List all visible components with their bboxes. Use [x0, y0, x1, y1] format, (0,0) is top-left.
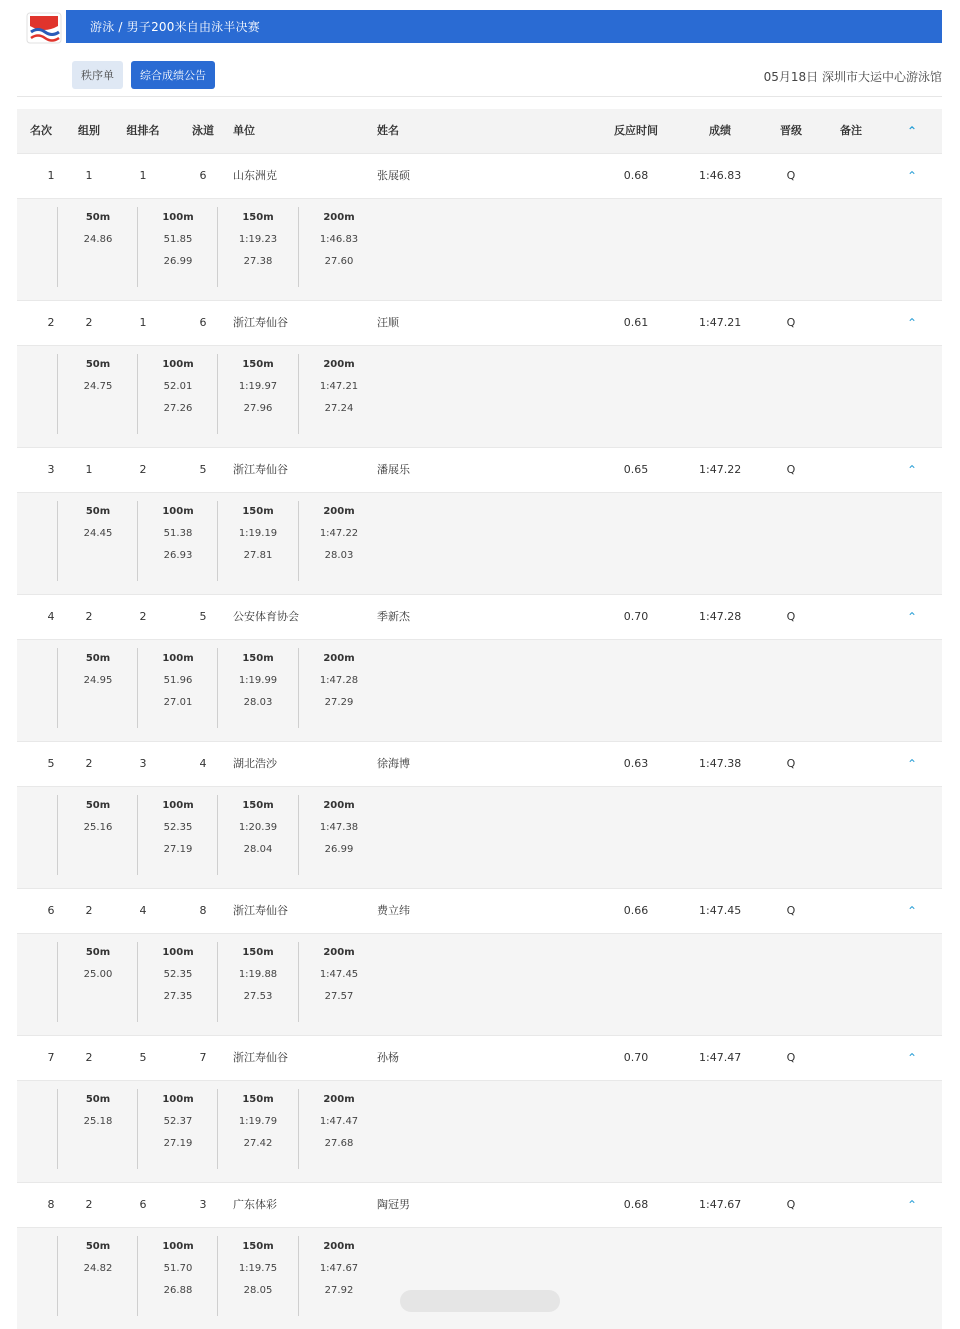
split-cumulative-time: 51.38: [163, 528, 193, 539]
split-column: [57, 648, 138, 728]
cell-group-rank: 2: [139, 463, 147, 476]
split-cumulative-time: 1:47.67: [319, 1263, 359, 1274]
split-lap-time: 27.24: [324, 403, 354, 414]
split-lap-time: [58, 1280, 138, 1302]
split-cumulative-time: 25.00: [83, 969, 113, 980]
cell-reaction: 0.68: [623, 1198, 649, 1211]
cell-name: 徐海博: [377, 757, 410, 770]
cell-lane: 3: [199, 1198, 207, 1211]
split-distance-label: 150m: [242, 1241, 274, 1252]
cell-group: 1: [85, 463, 93, 476]
cell-unit: 浙江寿仙谷: [233, 316, 288, 329]
split-cumulative-time: 1:19.23: [238, 234, 278, 245]
split-cumulative-time: 1:20.39: [238, 822, 278, 833]
cell-qualify: Q: [786, 316, 796, 329]
table-header: [17, 109, 942, 153]
collapse-icon[interactable]: ⌃: [906, 1198, 918, 1212]
split-distance-label: 50m: [85, 800, 111, 811]
split-distance-label: 100m: [162, 506, 194, 517]
split-lap-time: 26.88: [163, 1285, 193, 1296]
header-rank: 名次: [30, 124, 52, 137]
split-lap-time: 27.01: [163, 697, 193, 708]
split-cumulative-time: 52.35: [163, 822, 193, 833]
cell-unit: 湖北浩沙: [233, 757, 277, 770]
cell-name: 季新杰: [377, 610, 410, 623]
split-cumulative-time: 24.86: [83, 234, 113, 245]
cell-result: 1:47.28: [699, 610, 742, 623]
cell-rank: 3: [47, 463, 55, 476]
table-row[interactable]: [17, 1035, 942, 1080]
split-column: [137, 942, 218, 1022]
split-distance-label: 150m: [242, 653, 274, 664]
header-group: 组别: [78, 124, 100, 137]
cell-qualify: Q: [786, 904, 796, 917]
cell-result: 1:47.21: [699, 316, 742, 329]
split-cumulative-time: 1:47.38: [319, 822, 359, 833]
split-cumulative-time: 24.95: [83, 675, 113, 686]
cell-reaction: 0.68: [623, 169, 649, 182]
table-body: [17, 153, 942, 1329]
cell-reaction: 0.61: [623, 316, 649, 329]
split-lap-time: 27.53: [243, 991, 273, 1002]
split-lap-time: 27.35: [163, 991, 193, 1002]
split-lap-time: 27.26: [163, 403, 193, 414]
split-distance-label: 150m: [242, 506, 274, 517]
split-lap-time: 27.68: [324, 1138, 354, 1149]
split-column: [137, 1236, 218, 1316]
split-cumulative-time: 25.16: [83, 822, 113, 833]
split-column: [298, 207, 379, 287]
split-distance-label: 100m: [162, 800, 194, 811]
split-times-panel: [17, 639, 942, 741]
split-column: [137, 354, 218, 434]
divider: [17, 96, 942, 97]
split-cumulative-time: 24.82: [83, 1263, 113, 1274]
cell-group: 2: [85, 1198, 93, 1211]
split-distance-label: 150m: [242, 359, 274, 370]
split-column: [57, 1089, 138, 1169]
split-lap-time: 28.03: [324, 550, 354, 561]
header-qualify: 晋级: [780, 124, 802, 137]
cell-rank: 6: [47, 904, 55, 917]
header-note: 备注: [840, 124, 862, 137]
split-cumulative-time: 1:47.21: [319, 381, 359, 392]
split-column: [298, 1089, 379, 1169]
split-column: [298, 648, 379, 728]
split-lap-time: [58, 839, 138, 861]
cell-result: 1:47.22: [699, 463, 742, 476]
cell-reaction: 0.66: [623, 904, 649, 917]
split-cumulative-time: 25.18: [83, 1116, 113, 1127]
split-cumulative-time: 1:19.79: [238, 1116, 278, 1127]
split-column: [217, 354, 298, 434]
split-distance-label: 50m: [85, 212, 111, 223]
cell-reaction: 0.65: [623, 463, 649, 476]
collapse-icon[interactable]: ⌃: [906, 757, 918, 771]
split-cumulative-time: 52.37: [163, 1116, 193, 1127]
cell-reaction: 0.70: [623, 610, 649, 623]
cell-result: 1:46.83: [699, 169, 742, 182]
cell-qualify: Q: [786, 1198, 796, 1211]
cell-qualify: Q: [786, 463, 796, 476]
results-table: [17, 96, 942, 1329]
split-column: [298, 354, 379, 434]
split-cumulative-time: 1:47.45: [319, 969, 359, 980]
split-column: [137, 501, 218, 581]
cell-rank: 5: [47, 757, 55, 770]
split-distance-label: 150m: [242, 947, 274, 958]
split-cumulative-time: 1:47.22: [319, 528, 359, 539]
collapse-all-icon[interactable]: ⌃: [906, 124, 918, 138]
cell-qualify: Q: [786, 757, 796, 770]
cell-group: 2: [85, 316, 93, 329]
table-row[interactable]: [17, 888, 942, 933]
split-lap-time: 26.99: [324, 844, 354, 855]
split-distance-label: 200m: [323, 1241, 355, 1252]
split-times-panel: [17, 1080, 942, 1182]
split-distance-label: 200m: [323, 800, 355, 811]
split-cumulative-time: 1:19.19: [238, 528, 278, 539]
cell-lane: 5: [199, 463, 207, 476]
header-unit: 单位: [233, 124, 255, 137]
split-column: [137, 795, 218, 875]
cell-group: 1: [85, 169, 93, 182]
split-distance-label: 200m: [323, 947, 355, 958]
cell-unit: 广东体彩: [233, 1198, 277, 1211]
split-lap-time: 28.03: [243, 697, 273, 708]
cell-name: 汪顺: [377, 316, 399, 329]
cell-group: 2: [85, 757, 93, 770]
cell-result: 1:47.67: [699, 1198, 742, 1211]
table-row[interactable]: [17, 447, 942, 492]
cell-unit: 浙江寿仙谷: [233, 904, 288, 917]
results-button[interactable]: 综合成绩公告: [131, 61, 215, 89]
page-title: 游泳 / 男子200米自由泳半决赛: [90, 20, 260, 34]
split-distance-label: 100m: [162, 653, 194, 664]
split-column: [298, 795, 379, 875]
cell-unit: 山东洲克: [233, 169, 277, 182]
split-distance-label: 100m: [162, 1241, 194, 1252]
table-row[interactable]: [17, 153, 942, 198]
cell-rank: 2: [47, 316, 55, 329]
split-column: [57, 354, 138, 434]
cell-group: 2: [85, 904, 93, 917]
split-cumulative-time: 1:19.75: [238, 1263, 278, 1274]
header-lane: 泳道: [192, 124, 214, 137]
split-distance-label: 150m: [242, 212, 274, 223]
split-column: [217, 795, 298, 875]
collapse-icon[interactable]: ⌃: [906, 904, 918, 918]
split-lap-time: [58, 986, 138, 1008]
header-name: 姓名: [377, 124, 399, 137]
split-column: [57, 942, 138, 1022]
cell-qualify: Q: [786, 610, 796, 623]
cell-group-rank: 1: [139, 316, 147, 329]
split-lap-time: 27.42: [243, 1138, 273, 1149]
cell-lane: 4: [199, 757, 207, 770]
split-column: [137, 1089, 218, 1169]
split-column: [57, 1236, 138, 1316]
cell-unit: 浙江寿仙谷: [233, 1051, 288, 1064]
cell-qualify: Q: [786, 1051, 796, 1064]
split-lap-time: 27.92: [324, 1285, 354, 1296]
cell-name: 陶冠男: [377, 1198, 410, 1211]
cell-group-rank: 6: [139, 1198, 147, 1211]
split-lap-time: [58, 251, 138, 273]
split-column: [57, 207, 138, 287]
collapse-icon[interactable]: ⌃: [906, 463, 918, 477]
cell-rank: 1: [47, 169, 55, 182]
split-times-panel: [17, 198, 942, 300]
cell-name: 孙杨: [377, 1051, 399, 1064]
split-distance-label: 50m: [85, 653, 111, 664]
split-column: [57, 501, 138, 581]
cell-lane: 7: [199, 1051, 207, 1064]
split-distance-label: 100m: [162, 212, 194, 223]
split-distance-label: 150m: [242, 800, 274, 811]
header-result: 成绩: [709, 124, 731, 137]
watermark: [400, 1290, 560, 1312]
split-times-panel: [17, 1227, 942, 1329]
split-distance-label: 200m: [323, 212, 355, 223]
table-row[interactable]: [17, 594, 942, 639]
cell-result: 1:47.47: [699, 1051, 742, 1064]
split-lap-time: [58, 1133, 138, 1155]
split-cumulative-time: 1:46.83: [319, 234, 359, 245]
title-bar: [66, 10, 942, 43]
split-column: [298, 1236, 379, 1316]
collapse-icon[interactable]: ⌃: [906, 610, 918, 624]
split-lap-time: 27.57: [324, 991, 354, 1002]
split-column: [217, 942, 298, 1022]
split-distance-label: 100m: [162, 947, 194, 958]
cell-name: 张展硕: [377, 169, 410, 182]
split-distance-label: 200m: [323, 359, 355, 370]
cell-rank: 8: [47, 1198, 55, 1211]
cell-rank: 7: [47, 1051, 55, 1064]
cell-group: 2: [85, 610, 93, 623]
table-row[interactable]: [17, 1182, 942, 1227]
split-cumulative-time: 1:19.99: [238, 675, 278, 686]
split-cumulative-time: 51.85: [163, 234, 193, 245]
cell-group: 2: [85, 1051, 93, 1064]
split-lap-time: [58, 545, 138, 567]
split-lap-time: 28.05: [243, 1285, 273, 1296]
split-distance-label: 50m: [85, 359, 111, 370]
split-cumulative-time: 52.01: [163, 381, 193, 392]
split-cumulative-time: 51.96: [163, 675, 193, 686]
split-column: [298, 942, 379, 1022]
split-lap-time: 26.99: [163, 256, 193, 267]
logo-icon: [26, 12, 62, 44]
cell-reaction: 0.63: [623, 757, 649, 770]
split-lap-time: 27.81: [243, 550, 273, 561]
split-lap-time: 27.38: [243, 256, 273, 267]
cell-result: 1:47.38: [699, 757, 742, 770]
split-cumulative-time: 1:19.97: [238, 381, 278, 392]
split-times-panel: [17, 492, 942, 594]
split-times-panel: [17, 345, 942, 447]
split-cumulative-time: 1:19.88: [238, 969, 278, 980]
split-lap-time: 27.60: [324, 256, 354, 267]
cell-reaction: 0.70: [623, 1051, 649, 1064]
split-lap-time: 27.29: [324, 697, 354, 708]
split-column: [298, 501, 379, 581]
cell-unit: 浙江寿仙谷: [233, 463, 288, 476]
cell-group-rank: 4: [139, 904, 147, 917]
split-times-panel: [17, 933, 942, 1035]
split-column: [217, 648, 298, 728]
split-column: [217, 501, 298, 581]
split-lap-time: 28.04: [243, 844, 273, 855]
collapse-icon[interactable]: ⌃: [906, 316, 918, 330]
cell-unit: 公安体育协会: [233, 610, 299, 623]
cell-result: 1:47.45: [699, 904, 742, 917]
cell-qualify: Q: [786, 169, 796, 182]
split-distance-label: 200m: [323, 653, 355, 664]
split-cumulative-time: 1:47.28: [319, 675, 359, 686]
table-row[interactable]: [17, 741, 942, 786]
cell-rank: 4: [47, 610, 55, 623]
collapse-icon[interactable]: ⌃: [906, 1051, 918, 1065]
split-lap-time: [58, 398, 138, 420]
toolbar: [72, 61, 215, 89]
split-distance-label: 200m: [323, 1094, 355, 1105]
cell-name: 潘展乐: [377, 463, 410, 476]
split-column: [137, 207, 218, 287]
split-distance-label: 50m: [85, 1094, 111, 1105]
collapse-icon[interactable]: ⌃: [906, 169, 918, 183]
header-reaction: 反应时间: [614, 124, 658, 137]
split-lap-time: [58, 692, 138, 714]
split-distance-label: 50m: [85, 1241, 111, 1252]
cell-group-rank: 3: [139, 757, 147, 770]
venue-date-label: 05月18日 深圳市大运中心游泳馆: [763, 70, 942, 84]
cell-group-rank: 5: [139, 1051, 147, 1064]
start-list-button[interactable]: 秩序单: [72, 61, 123, 89]
split-lap-time: 27.19: [163, 844, 193, 855]
header-group-rank: 组排名: [126, 124, 160, 137]
table-row[interactable]: [17, 300, 942, 345]
split-column: [217, 1089, 298, 1169]
split-distance-label: 100m: [162, 1094, 194, 1105]
split-distance-label: 100m: [162, 359, 194, 370]
cell-lane: 8: [199, 904, 207, 917]
split-distance-label: 50m: [85, 947, 111, 958]
split-distance-label: 200m: [323, 506, 355, 517]
split-column: [137, 648, 218, 728]
split-distance-label: 50m: [85, 506, 111, 517]
split-column: [217, 1236, 298, 1316]
cell-group-rank: 1: [139, 169, 147, 182]
cell-lane: 5: [199, 610, 207, 623]
split-distance-label: 150m: [242, 1094, 274, 1105]
split-column: [57, 795, 138, 875]
cell-lane: 6: [199, 169, 207, 182]
split-cumulative-time: 24.75: [83, 381, 113, 392]
cell-lane: 6: [199, 316, 207, 329]
split-lap-time: 27.19: [163, 1138, 193, 1149]
split-cumulative-time: 52.35: [163, 969, 193, 980]
split-times-panel: [17, 786, 942, 888]
split-cumulative-time: 1:47.47: [319, 1116, 359, 1127]
split-lap-time: 26.93: [163, 550, 193, 561]
split-column: [217, 207, 298, 287]
cell-group-rank: 2: [139, 610, 147, 623]
split-lap-time: 27.96: [243, 403, 273, 414]
cell-name: 费立纬: [377, 904, 410, 917]
split-cumulative-time: 51.70: [163, 1263, 193, 1274]
split-cumulative-time: 24.45: [83, 528, 113, 539]
